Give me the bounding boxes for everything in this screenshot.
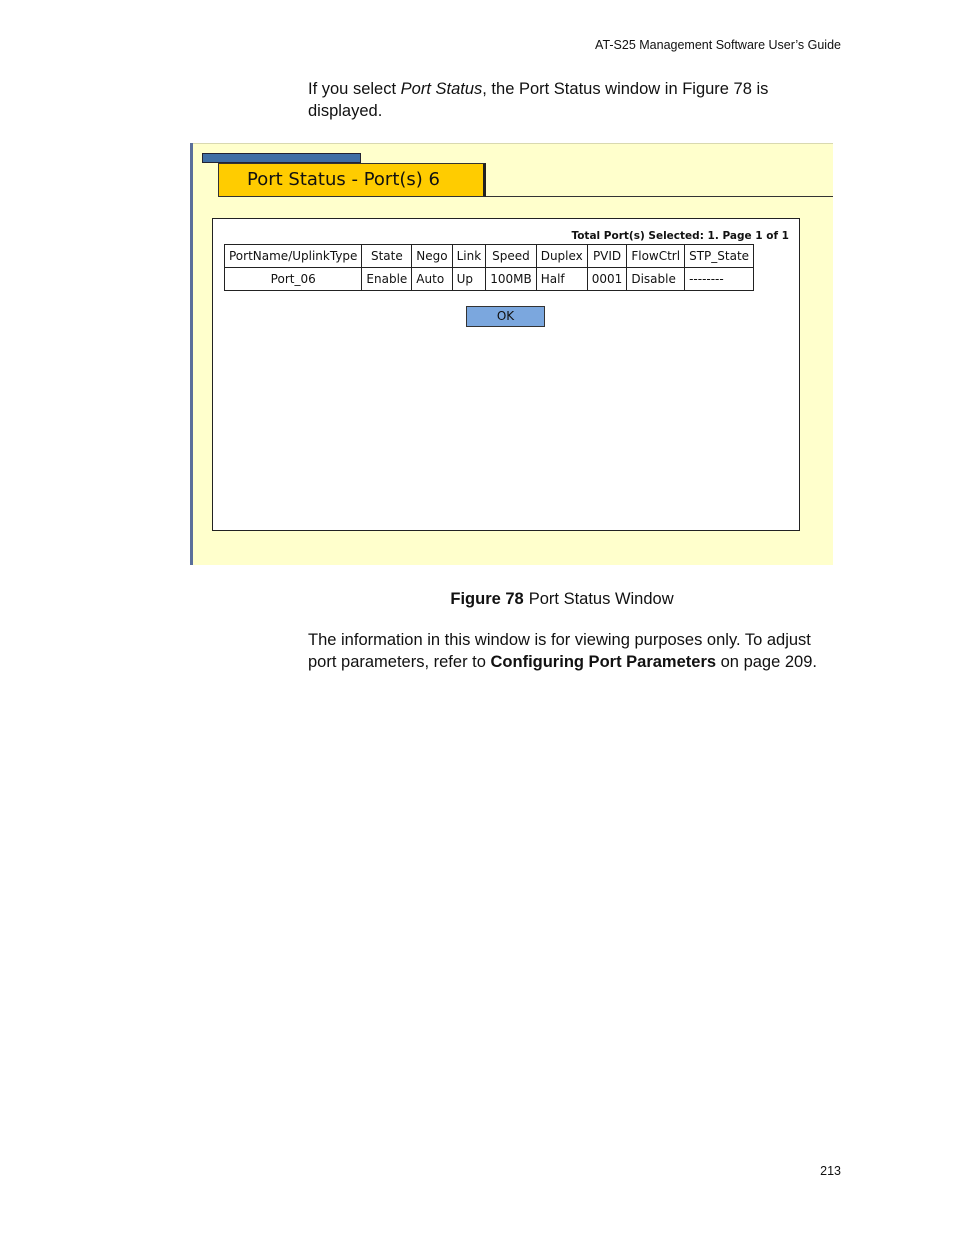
column-header: FlowCtrl: [627, 245, 685, 268]
table-cell: Up: [452, 268, 486, 291]
total-ports-label: Total Port(s) Selected: 1. Page 1 of 1: [571, 230, 789, 242]
table-cell: Disable: [627, 268, 685, 291]
tab-divider: [486, 196, 833, 197]
column-header: Link: [452, 245, 486, 268]
table-row: [225, 268, 754, 291]
figure-caption-text: Port Status Window: [528, 590, 674, 608]
figure-caption: [0, 590, 954, 609]
table-cell: Half: [536, 268, 587, 291]
table-cell: 100MB: [486, 268, 537, 291]
column-header: Speed: [486, 245, 537, 268]
window-top-border: [193, 143, 833, 144]
table-cell: Enable: [362, 268, 412, 291]
guide-title: AT-S25 Management Software User’s Guide: [595, 38, 841, 52]
port-status-table: [224, 244, 754, 291]
tab-back-decoration: [202, 153, 361, 163]
body-text-end: on page 209.: [716, 653, 817, 671]
table-cell: Port_06: [225, 268, 362, 291]
table-cell: --------: [685, 268, 754, 291]
body-text-start: The information in this window is for viewing purposes only. To adjust port parameters, refer to: [308, 631, 811, 671]
table-cell: Auto: [412, 268, 452, 291]
page-number: 213: [820, 1164, 841, 1178]
figure-label: Figure 78: [450, 590, 524, 608]
body-paragraph: [308, 629, 828, 673]
intro-prefix: If you select: [308, 80, 401, 98]
intro-suffix: , the Port Status window in Figure 78 is displayed.: [308, 80, 769, 120]
cross-reference-link[interactable]: Configuring Port Parameters: [490, 653, 717, 671]
port-status-window: [190, 143, 833, 565]
column-header: PVID: [587, 245, 627, 268]
column-header: State: [362, 245, 412, 268]
table-cell: 0001: [587, 268, 627, 291]
port-status-panel: [212, 218, 800, 531]
window-title-tab: Port Status - Port(s) 6: [218, 163, 486, 197]
ok-button[interactable]: OK: [466, 306, 545, 327]
table-header-row: [225, 245, 754, 268]
intro-italic: Port Status: [400, 80, 483, 98]
column-header: Nego: [412, 245, 452, 268]
column-header: PortName/UplinkType: [225, 245, 362, 268]
column-header: Duplex: [536, 245, 587, 268]
intro-paragraph: [308, 78, 828, 122]
column-header: STP_State: [685, 245, 754, 268]
